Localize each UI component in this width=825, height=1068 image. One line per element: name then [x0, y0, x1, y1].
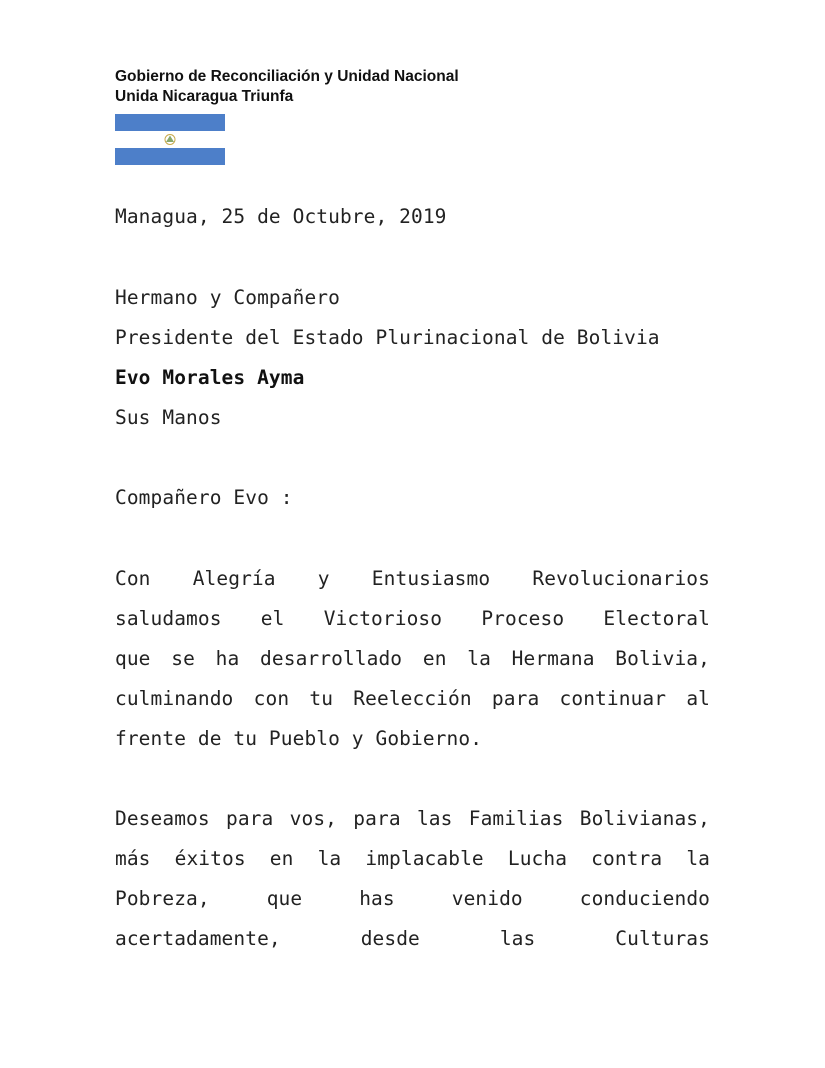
paragraph-1-line: saludamos el Victorioso Proceso Electoral [115, 607, 710, 630]
letter-greeting: Compañero Evo : [115, 486, 293, 509]
paragraph-2 [115, 799, 710, 959]
letterhead [115, 67, 459, 107]
recipient-block [115, 278, 710, 438]
letter-date-block [115, 197, 710, 237]
recipient-delivery: Sus Manos [115, 406, 222, 429]
paragraph-2-line: Pobreza, que has venido conduciendo [115, 887, 710, 910]
paragraph-1 [115, 559, 710, 759]
recipient-name: Evo Morales Ayma [115, 366, 305, 389]
paragraph-1-line: Con Alegría y Entusiasmo Revolucionarios [115, 567, 710, 590]
paragraph-1-line: frente de tu Pueblo y Gobierno. [115, 727, 483, 750]
greeting-block [115, 478, 710, 518]
paragraph-2-line: más éxitos en la implacable Lucha contra la [115, 847, 710, 870]
recipient-title: Presidente del Estado Plurinacional de Bolivia [115, 326, 660, 349]
letter-date: Managua, 25 de Octubre, 2019 [115, 205, 447, 228]
paragraph-1-line: que se ha desarrollado en la Hermana Bolivia, [115, 647, 710, 670]
paragraph-2-line: acertadamente, desde las Culturas [115, 927, 710, 950]
recipient-salutation: Hermano y Compañero [115, 286, 340, 309]
letterhead-line-1: Gobierno de Reconciliación y Unidad Nacional [115, 68, 459, 85]
letterhead-line-2: Unida Nicaragua Triunfa [115, 88, 294, 105]
paragraph-1-line: culminando con tu Reelección para continuar al [115, 687, 710, 710]
nicaragua-flag-icon [115, 114, 225, 165]
paragraph-2-line: Deseamos para vos, para las Familias Bolivianas, [115, 807, 710, 830]
